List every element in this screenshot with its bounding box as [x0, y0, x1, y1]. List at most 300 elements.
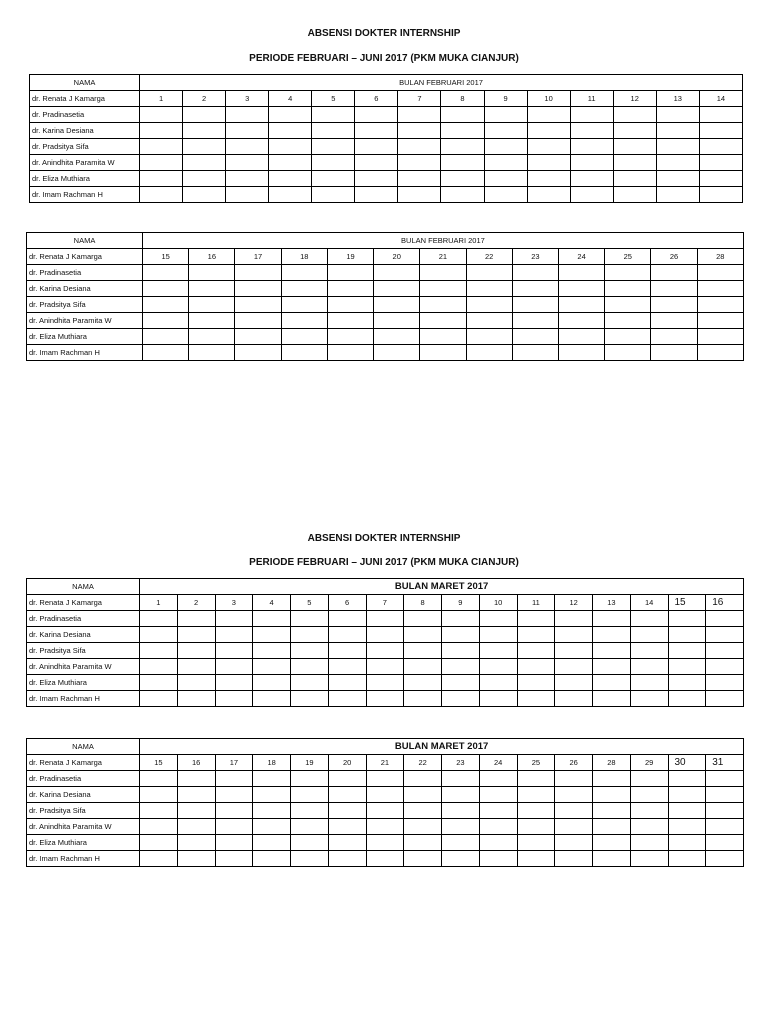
attendance-cell	[517, 643, 555, 659]
table-row	[27, 675, 744, 691]
table-row	[30, 171, 743, 187]
attendance-cell	[189, 265, 235, 281]
attendance-cell	[558, 345, 604, 361]
attendance-cell	[466, 281, 512, 297]
attendance-cell	[479, 771, 517, 787]
attendance-cell	[466, 345, 512, 361]
day-number: 24	[558, 249, 604, 265]
attendance-cell	[558, 297, 604, 313]
attendance-cell	[366, 643, 404, 659]
attendance-cell	[668, 803, 706, 819]
attendance-cell	[442, 803, 480, 819]
attendance-cell	[177, 835, 215, 851]
attendance-cell	[479, 675, 517, 691]
attendance-cell	[668, 787, 706, 803]
attendance-cell	[630, 787, 668, 803]
day-number: 9	[484, 91, 527, 107]
attendance-cell	[570, 139, 613, 155]
day-number: 23	[442, 755, 480, 771]
attendance-cell	[517, 675, 555, 691]
attendance-cell	[593, 803, 631, 819]
attendance-cell	[479, 611, 517, 627]
day-number: 4	[269, 91, 312, 107]
attendance-cell	[479, 819, 517, 835]
attendance-cell	[404, 691, 442, 707]
attendance-cell	[366, 675, 404, 691]
attendance-cell	[328, 771, 366, 787]
attendance-cell	[420, 297, 466, 313]
table-row	[27, 691, 744, 707]
attendance-cell	[706, 819, 744, 835]
day-number: 12	[555, 595, 593, 611]
attendance-cell	[235, 345, 281, 361]
table-row	[27, 313, 744, 329]
attendance-cell	[215, 835, 253, 851]
attendance-cell	[555, 771, 593, 787]
day-number: 26	[555, 755, 593, 771]
attendance-cell	[558, 281, 604, 297]
attendance-cell	[706, 675, 744, 691]
attendance-cell	[555, 851, 593, 867]
table-row	[27, 787, 744, 803]
attendance-cell	[328, 643, 366, 659]
attendance-cell	[327, 265, 373, 281]
attendance-cell	[668, 627, 706, 643]
attendance-cell	[183, 123, 226, 139]
attendance-cell	[140, 611, 178, 627]
attendance-cell	[630, 803, 668, 819]
attendance-cell	[312, 107, 355, 123]
attendance-cell	[328, 819, 366, 835]
attendance-cell	[328, 851, 366, 867]
attendance-cell	[183, 187, 226, 203]
attendance-cell	[215, 611, 253, 627]
attendance-cell	[312, 123, 355, 139]
attendance-cell	[656, 123, 699, 139]
attendance-cell	[697, 281, 743, 297]
doctor-name: dr. Imam Rachman H	[27, 345, 143, 361]
attendance-cell	[593, 819, 631, 835]
attendance-cell	[420, 281, 466, 297]
attendance-cell	[420, 345, 466, 361]
attendance-cell	[374, 297, 420, 313]
attendance-cell	[328, 835, 366, 851]
attendance-cell	[699, 171, 742, 187]
attendance-cell	[281, 313, 327, 329]
attendance-cell	[253, 659, 291, 675]
attendance-cell	[699, 139, 742, 155]
attendance-cell	[215, 659, 253, 675]
attendance-cell	[466, 313, 512, 329]
day-number: 20	[328, 755, 366, 771]
attendance-cell	[226, 123, 269, 139]
attendance-cell	[651, 345, 697, 361]
doc-period: PERIODE FEBRUARI – JUNI 2017 (PKM MUKA CIANJUR)	[249, 557, 519, 568]
attendance-cell	[140, 627, 178, 643]
attendance-cell	[143, 345, 189, 361]
month-header: BULAN MARET 2017	[140, 739, 744, 755]
day-number: 15	[143, 249, 189, 265]
table-row	[27, 835, 744, 851]
attendance-cell	[291, 835, 329, 851]
attendance-cell	[668, 659, 706, 675]
attendance-cell	[656, 171, 699, 187]
doctor-name: dr. Eliza Muthiara	[27, 675, 140, 691]
attendance-table	[29, 74, 743, 203]
attendance-cell	[235, 297, 281, 313]
day-number: 19	[291, 755, 329, 771]
day-number: 7	[366, 595, 404, 611]
attendance-cell	[253, 835, 291, 851]
attendance-cell	[466, 329, 512, 345]
attendance-cell	[517, 787, 555, 803]
attendance-cell	[404, 851, 442, 867]
attendance-cell	[404, 819, 442, 835]
attendance-cell	[177, 627, 215, 643]
attendance-cell	[177, 643, 215, 659]
attendance-cell	[355, 123, 398, 139]
attendance-cell	[355, 171, 398, 187]
attendance-cell	[404, 675, 442, 691]
month-header: BULAN MARET 2017	[140, 579, 744, 595]
attendance-cell	[570, 107, 613, 123]
attendance-cell	[593, 771, 631, 787]
attendance-cell	[366, 611, 404, 627]
attendance-cell	[466, 265, 512, 281]
attendance-cell	[479, 643, 517, 659]
attendance-cell	[517, 819, 555, 835]
attendance-cell	[593, 851, 631, 867]
attendance-cell	[605, 265, 651, 281]
attendance-cell	[374, 329, 420, 345]
attendance-cell	[527, 123, 570, 139]
attendance-cell	[613, 123, 656, 139]
attendance-cell	[140, 803, 178, 819]
attendance-cell	[479, 691, 517, 707]
attendance-cell	[140, 171, 183, 187]
month-header: BULAN FEBRUARI 2017	[143, 233, 744, 249]
doctor-name: dr. Anindhita Paramita W	[27, 819, 140, 835]
attendance-cell	[355, 107, 398, 123]
attendance-cell	[328, 659, 366, 675]
attendance-cell	[593, 643, 631, 659]
day-number: 21	[420, 249, 466, 265]
table-row	[27, 819, 744, 835]
day-number: 23	[512, 249, 558, 265]
attendance-cell	[605, 329, 651, 345]
table-row	[27, 297, 744, 313]
day-number: 13	[656, 91, 699, 107]
attendance-cell	[527, 139, 570, 155]
table-row	[27, 265, 744, 281]
attendance-cell	[630, 659, 668, 675]
attendance-cell	[527, 171, 570, 187]
doctor-name: dr. Imam Rachman H	[27, 691, 140, 707]
attendance-cell	[613, 171, 656, 187]
attendance-cell	[328, 803, 366, 819]
day-number: 17	[235, 249, 281, 265]
attendance-cell	[697, 297, 743, 313]
attendance-cell	[404, 611, 442, 627]
attendance-cell	[512, 265, 558, 281]
day-number: 30	[668, 755, 706, 771]
attendance-cell	[442, 627, 480, 643]
attendance-cell	[189, 297, 235, 313]
attendance-cell	[140, 675, 178, 691]
table-row	[30, 91, 743, 107]
attendance-cell	[517, 835, 555, 851]
attendance-cell	[398, 107, 441, 123]
doctor-name: dr. Karina Desiana	[27, 627, 140, 643]
attendance-cell	[404, 643, 442, 659]
attendance-cell	[558, 313, 604, 329]
attendance-cell	[613, 139, 656, 155]
attendance-cell	[269, 123, 312, 139]
day-number: 9	[442, 595, 480, 611]
attendance-cell	[215, 819, 253, 835]
attendance-cell	[269, 107, 312, 123]
attendance-cell	[177, 691, 215, 707]
attendance-cell	[143, 265, 189, 281]
attendance-cell	[630, 819, 668, 835]
attendance-cell	[613, 155, 656, 171]
attendance-cell	[512, 297, 558, 313]
day-number: 24	[479, 755, 517, 771]
attendance-cell	[442, 851, 480, 867]
attendance-cell	[706, 691, 744, 707]
attendance-cell	[140, 123, 183, 139]
attendance-cell	[593, 627, 631, 643]
attendance-cell	[235, 265, 281, 281]
attendance-cell	[327, 297, 373, 313]
attendance-cell	[699, 123, 742, 139]
attendance-cell	[630, 835, 668, 851]
name-column-header: NAMA	[27, 579, 140, 595]
attendance-cell	[699, 107, 742, 123]
attendance-cell	[281, 345, 327, 361]
attendance-cell	[226, 139, 269, 155]
name-column-header: NAMA	[27, 233, 143, 249]
attendance-cell	[140, 643, 178, 659]
doctor-name: dr. Karina Desiana	[27, 787, 140, 803]
table-row	[27, 345, 744, 361]
attendance-cell	[355, 187, 398, 203]
attendance-cell	[312, 139, 355, 155]
attendance-cell	[651, 265, 697, 281]
attendance-cell	[253, 771, 291, 787]
attendance-cell	[398, 155, 441, 171]
attendance-cell	[484, 155, 527, 171]
attendance-cell	[555, 803, 593, 819]
attendance-cell	[177, 611, 215, 627]
attendance-cell	[291, 611, 329, 627]
attendance-cell	[479, 803, 517, 819]
attendance-cell	[420, 265, 466, 281]
attendance-cell	[441, 139, 484, 155]
attendance-cell	[143, 281, 189, 297]
day-number: 16	[177, 755, 215, 771]
attendance-cell	[366, 835, 404, 851]
attendance-cell	[570, 155, 613, 171]
attendance-cell	[668, 691, 706, 707]
attendance-cell	[697, 329, 743, 345]
attendance-cell	[183, 139, 226, 155]
attendance-cell	[517, 611, 555, 627]
table-row	[27, 643, 744, 659]
attendance-cell	[441, 187, 484, 203]
day-number: 25	[605, 249, 651, 265]
doctor-name: dr. Pradinasetia	[27, 265, 143, 281]
attendance-cell	[656, 139, 699, 155]
day-number: 28	[697, 249, 743, 265]
attendance-cell	[253, 691, 291, 707]
attendance-cell	[291, 627, 329, 643]
attendance-cell	[355, 155, 398, 171]
doctor-name: dr. Pradsitya Sifa	[27, 643, 140, 659]
attendance-cell	[697, 313, 743, 329]
attendance-cell	[517, 627, 555, 643]
attendance-cell	[226, 171, 269, 187]
attendance-cell	[281, 281, 327, 297]
month-header: BULAN FEBRUARI 2017	[140, 75, 743, 91]
doctor-name: dr. Eliza Muthiara	[27, 329, 143, 345]
attendance-cell	[527, 187, 570, 203]
attendance-cell	[593, 787, 631, 803]
day-number: 3	[215, 595, 253, 611]
attendance-cell	[484, 123, 527, 139]
attendance-cell	[555, 627, 593, 643]
attendance-table	[26, 738, 744, 867]
attendance-cell	[177, 803, 215, 819]
attendance-cell	[605, 313, 651, 329]
attendance-cell	[327, 329, 373, 345]
attendance-cell	[442, 819, 480, 835]
day-number: 16	[706, 595, 744, 611]
day-number: 2	[183, 91, 226, 107]
doctor-name: dr. Pradsitya Sifa	[27, 297, 143, 313]
attendance-cell	[140, 107, 183, 123]
attendance-cell	[613, 187, 656, 203]
attendance-cell	[328, 611, 366, 627]
attendance-cell	[593, 659, 631, 675]
attendance-cell	[253, 627, 291, 643]
attendance-cell	[215, 643, 253, 659]
attendance-cell	[512, 345, 558, 361]
attendance-cell	[668, 675, 706, 691]
attendance-cell	[706, 659, 744, 675]
attendance-cell	[374, 281, 420, 297]
attendance-cell	[177, 787, 215, 803]
doctor-name: dr. Eliza Muthiara	[27, 835, 140, 851]
table-row	[27, 611, 744, 627]
attendance-cell	[269, 155, 312, 171]
attendance-cell	[177, 851, 215, 867]
attendance-cell	[697, 265, 743, 281]
attendance-cell	[527, 107, 570, 123]
attendance-cell	[706, 851, 744, 867]
attendance-cell	[706, 787, 744, 803]
day-number: 6	[355, 91, 398, 107]
table-row	[30, 107, 743, 123]
attendance-cell	[558, 329, 604, 345]
attendance-cell	[479, 659, 517, 675]
attendance-cell	[517, 803, 555, 819]
attendance-cell	[189, 313, 235, 329]
name-column-header: NAMA	[30, 75, 140, 91]
attendance-cell	[404, 787, 442, 803]
attendance-cell	[269, 171, 312, 187]
attendance-cell	[555, 675, 593, 691]
day-number: 11	[570, 91, 613, 107]
day-number: 5	[291, 595, 329, 611]
attendance-cell	[517, 851, 555, 867]
attendance-cell	[651, 297, 697, 313]
day-number: 29	[630, 755, 668, 771]
attendance-cell	[479, 787, 517, 803]
attendance-cell	[291, 691, 329, 707]
attendance-cell	[140, 787, 178, 803]
attendance-cell	[699, 155, 742, 171]
attendance-cell	[189, 281, 235, 297]
day-number: 18	[281, 249, 327, 265]
doctor-name: dr. Renata J Kamarga	[27, 755, 140, 771]
attendance-cell	[593, 611, 631, 627]
day-number: 14	[699, 91, 742, 107]
attendance-cell	[651, 329, 697, 345]
attendance-cell	[442, 835, 480, 851]
attendance-cell	[215, 691, 253, 707]
attendance-cell	[312, 187, 355, 203]
attendance-cell	[706, 771, 744, 787]
attendance-table	[26, 578, 744, 707]
attendance-table	[26, 232, 744, 361]
attendance-cell	[442, 787, 480, 803]
attendance-cell	[697, 345, 743, 361]
table-row	[27, 281, 744, 297]
attendance-cell	[269, 187, 312, 203]
attendance-cell	[656, 107, 699, 123]
day-number: 8	[404, 595, 442, 611]
attendance-cell	[366, 819, 404, 835]
day-number: 16	[189, 249, 235, 265]
attendance-cell	[630, 643, 668, 659]
table-row	[27, 771, 744, 787]
attendance-cell	[235, 281, 281, 297]
day-number: 31	[706, 755, 744, 771]
attendance-cell	[484, 107, 527, 123]
day-number: 25	[517, 755, 555, 771]
attendance-cell	[706, 803, 744, 819]
attendance-cell	[253, 643, 291, 659]
attendance-cell	[442, 643, 480, 659]
attendance-cell	[140, 835, 178, 851]
attendance-cell	[235, 329, 281, 345]
attendance-cell	[555, 787, 593, 803]
attendance-cell	[253, 675, 291, 691]
attendance-cell	[281, 265, 327, 281]
attendance-cell	[420, 313, 466, 329]
attendance-cell	[441, 155, 484, 171]
doctor-name: dr. Karina Desiana	[30, 123, 140, 139]
attendance-cell	[441, 107, 484, 123]
attendance-cell	[253, 851, 291, 867]
attendance-cell	[630, 675, 668, 691]
attendance-cell	[253, 819, 291, 835]
attendance-cell	[555, 659, 593, 675]
attendance-cell	[226, 155, 269, 171]
doctor-name: dr. Renata J Kamarga	[27, 249, 143, 265]
attendance-cell	[291, 643, 329, 659]
